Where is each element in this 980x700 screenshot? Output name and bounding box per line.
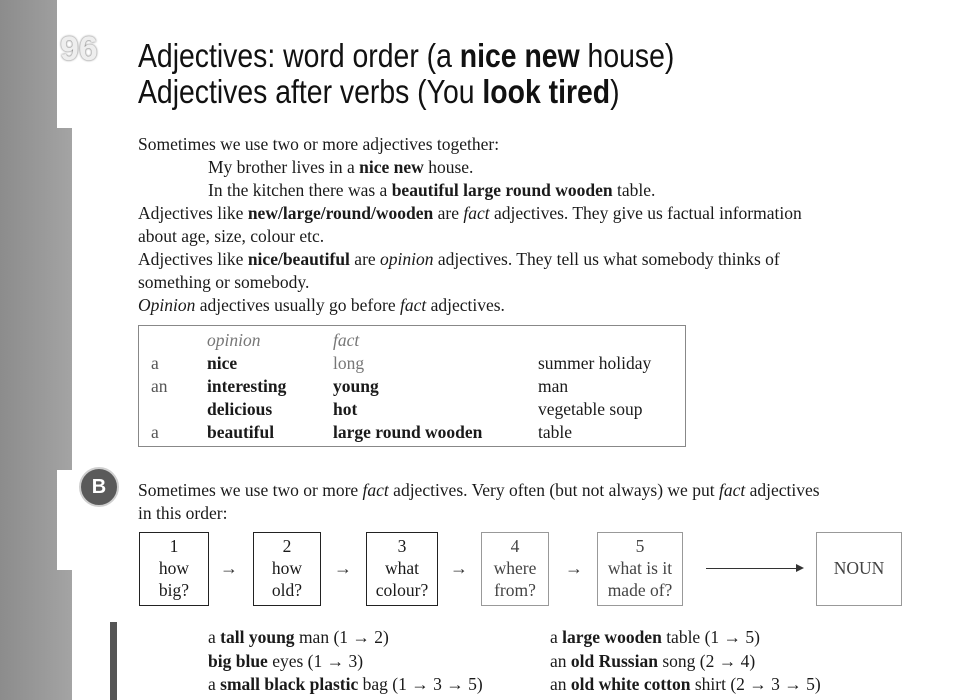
example-item: a small black plastic bag (1 → 3 → 5)	[208, 674, 483, 694]
order-box-origin: 4 where from?	[481, 532, 549, 606]
order-box-age: 2 how old?	[253, 532, 321, 606]
table-cell-opinion: delicious	[207, 399, 273, 419]
table-cell-noun: table	[538, 422, 573, 442]
table-cell-noun: man	[538, 376, 569, 396]
table-cell-fact: hot	[333, 399, 358, 419]
table-cell-article: a	[151, 422, 159, 442]
order-box-material: 5 what is it made of?	[597, 532, 683, 606]
header-fact: fact	[333, 330, 360, 350]
spine-tab-lower	[57, 470, 72, 570]
table-cell-opinion: nice	[207, 353, 238, 373]
example-item: big blue eyes (1 → 3)	[208, 650, 364, 671]
opinion-fact-table	[138, 325, 686, 447]
margin-bar	[110, 622, 117, 700]
noun-box: NOUN	[816, 532, 902, 606]
page-title: Adjectives: word order (a nice new house) Adjectives after verbs (You look tired)	[138, 37, 675, 110]
example-2: In the kitchen there was a beautiful large round wooden table.	[208, 180, 656, 200]
example-item: an old Russian song (2 → 4)	[550, 650, 756, 671]
table-cell-opinion: interesting	[207, 376, 287, 396]
order-box-size: 1 how big?	[139, 532, 209, 606]
table-cell-article: an	[151, 376, 168, 396]
long-arrow-icon	[706, 568, 802, 569]
examples-right	[550, 626, 821, 697]
example-item: an old white cotton shirt (2 → 3 → 5)	[550, 674, 821, 694]
example-item: a tall young man (1 → 2)	[208, 627, 389, 647]
arrow-icon: →	[565, 558, 583, 578]
table-cell-fact: long	[333, 353, 365, 373]
order-box-colour: 3 what colour?	[366, 532, 438, 606]
table-cell-noun: vegetable soup	[538, 399, 643, 419]
table-cell-article: a	[151, 353, 159, 373]
table-cell-noun: summer holiday	[538, 353, 652, 373]
arrow-icon: →	[220, 558, 238, 578]
arrow-icon: →	[334, 558, 352, 578]
table-cell-opinion: beautiful	[207, 422, 275, 442]
section-a-text: Sometimes we use two or more adjectives together: My brother lives in a nice new house. In the kitchen there was a beautiful large round wooden table. Adjectives like new/large/round/wooden are fact adjectives. They give us factual information about age, size, colour etc. Adjectives like nice/beautiful are opinion adjectives. They tell us what somebody thinks of something or somebody. Opinion adjectives usually go before fact adjectives.	[138, 133, 928, 317]
page-spine	[0, 0, 72, 700]
arrow-icon: →	[450, 558, 468, 578]
table-cell-fact: large round wooden	[333, 422, 483, 442]
header-opinion: opinion	[207, 330, 261, 350]
example-item: a large wooden table (1 → 5)	[550, 627, 760, 647]
example-1: My brother lives in a nice new house.	[208, 157, 474, 177]
section-b-text: Sometimes we use two or more fact adjectives. Very often (but not always) we put fact adjectives in this order:	[138, 480, 820, 523]
unit-number: 96	[60, 30, 98, 68]
section-b-badge: B	[79, 467, 119, 507]
examples-left	[208, 626, 483, 697]
table-cell-fact: young	[333, 376, 379, 396]
